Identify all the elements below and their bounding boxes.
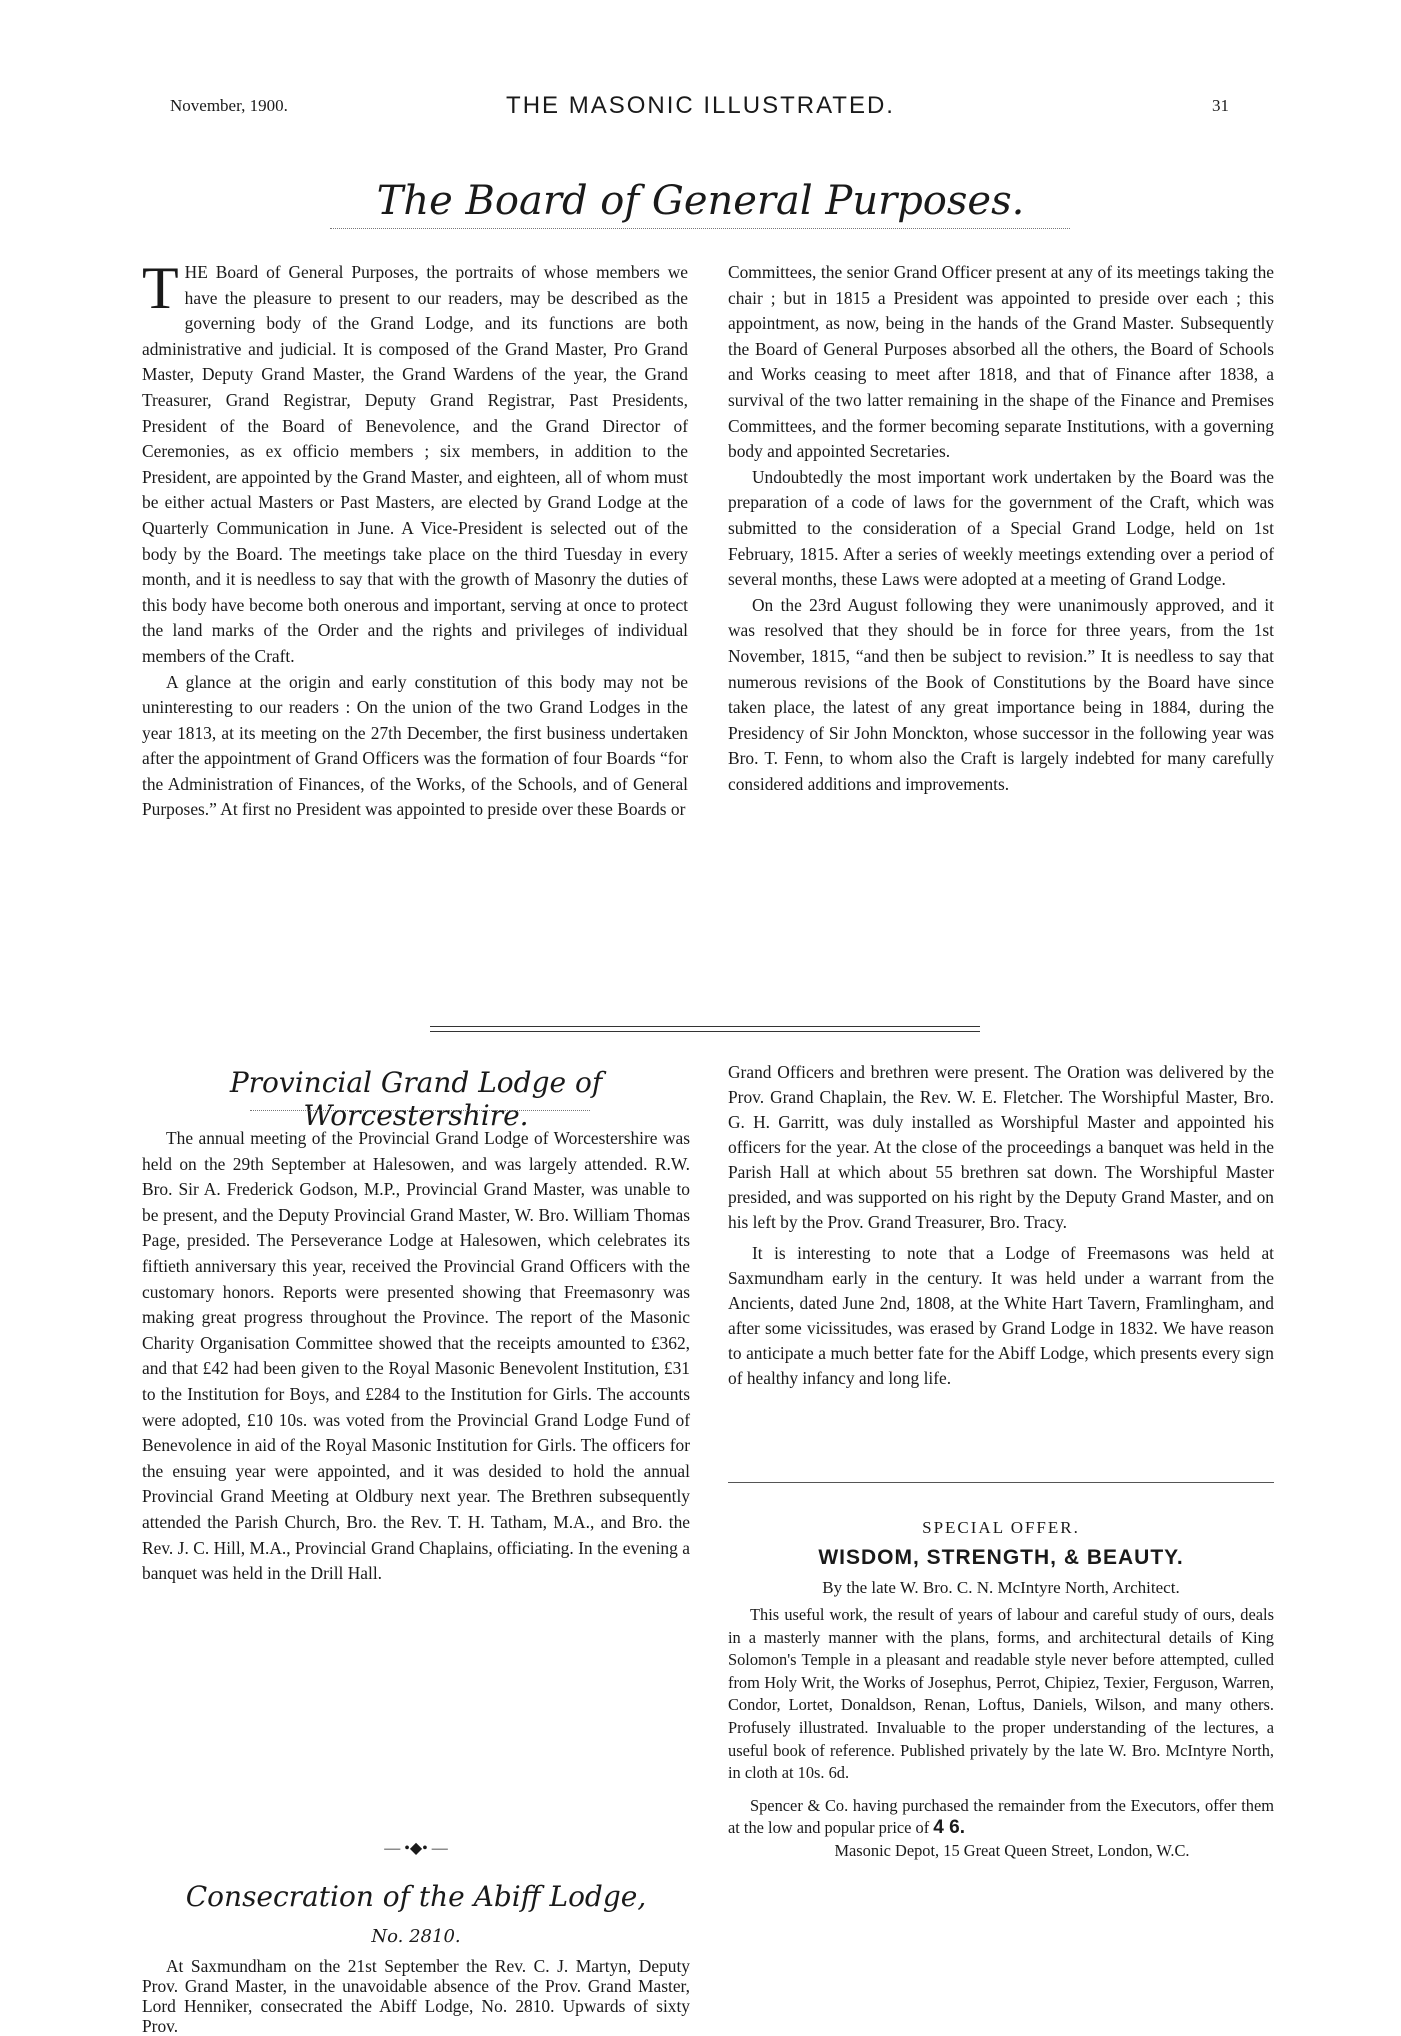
title-underline [330,228,1070,229]
offer-label: SPECIAL OFFER. [922,1518,1080,1537]
article-title-abiff: Consecration of the Abiff Lodge, [185,1880,647,1913]
offer-description [728,1604,1274,1863]
board-paragraph-5: On the 23rd August following they were unanimously approved, and it was resolved that they should be in force for three years, from the 1st November, 1815, “and then be subject to revision.” It is needless to say that numerous revisions of the Book of Constitutions by the Board have since taken place, the latest of any great importance being in 1884, during the Presidency of Sir John Monckton, whose successor in the following year was Bro. T. Fenn, to whom also the Craft is largely indebted for many carefully considered additions and improvements. [728,594,1274,794]
page-number: 31 [1212,96,1229,115]
publication-title: THE MASONIC ILLUSTRATED. [506,92,895,119]
offer-book-title: WISDOM, STRENGTH, & BEAUTY. [818,1546,1184,1569]
abiff-column-cont [728,1060,1274,1391]
offer-address: Masonic Depot, 15 Great Queen Street, London, W.C. [834,1840,1190,1860]
article-title-worcestershire: Provincial Grand Lodge of Worcestershire. [229,1066,603,1132]
issue-date: November, 1900. [170,96,288,115]
abiff-paragraph-1: At Saxmundham on the 21st September the Rev. C. J. Martyn, Deputy Prov. Grand Master, in the unavoidable absence of the Prov. Grand Master, Lord Henniker, consecrated the Abiff Lodge, No. 2810. Upwards of sixty Prov. [142,1956,690,2036]
offer-divider [728,1482,1274,1483]
offer-paragraph: This useful work, the result of years of labour and careful study of ours, deals in a masterly manner with the plans, forms, and architectural details of King Solomon's Temple in a pleasant and readable style never before attempted, culled from Holy Writ, the Works of Josephus, Perrot, Chipiez, Texier, Ferguson, Warren, Condor, Lortet, Donaldson, Renan, Loftus, Daniels, Wilson, and many others. Profusely illustrated. Invaluable to the proper understanding of the lectures, a useful book of reference. Published privately by the late W. Bro. McIntyre North, in cloth at 10s. 6d. [728,1605,1274,1783]
offer-price: 4 6. [933,1817,965,1839]
worcester-column [142,1126,690,1587]
abiff-column-start [142,1956,690,2036]
abiff-lodge-number: No. 2810. [371,1926,461,1947]
article-title-board: The Board of General Purposes. [376,178,1025,224]
board-paragraph-3: Committees, the senior Grand Officer present at any of its meetings taking the chair ; but in 1815 a President was appointed to preside over each ; this appointment, as now, being in the hands of the Grand Master. Subsequently the Board of General Purposes absorbed all the others, the Board of Schools and Works ceasing to meet after 1818, and that of Finance after 1838, a survival of the two latter remaining in the shape of the Finance and Premises Committees, and the former becoming separate Institutions, with a governing body and appointed Secretaries. [728,262,1274,462]
worcester-paragraph: The annual meeting of the Provincial Grand Lodge of Worcestershire was held on the 29th September at Halesowen, and was largely attended. R.W. Bro. Sir A. Frederick Godson, M.P., Provincial Grand Master, was unable to be present, and the Deputy Provincial Grand Master, W. Bro. William Thomas Page, presided. The Perseverance Lodge at Halesowen, which celebrates its fiftieth anniversary this year, received the Provincial Grand Officers with the customary honors. Reports were presented showing that Freemasonry was making great progress throughout the Province. The report of the Masonic Charity Organisation Committee showed that the receipts amounted to £362, and that £42 had been given to the Royal Masonic Benevolent Institution, £31 to the Institution for Boys, and £284 to the Institution for Girls. The accounts were adopted, £10 10s. was voted from the Provincial Grand Lodge Fund of Benevolence in aid of the Royal Masonic Institution for Girls. The officers for the ensuing year were appointed, and it was desided to hold the annual Provincial Grand Meeting at Oldbury next year. The Brethren subsequently attended the Parish Church, Bro. the Rev. T. H. Tatham, M.A., and Bro. the Rev. J. C. Hill, M.A., Provincial Grand Chaplains, officiating. In the evening a banquet was held in the Drill Hall. [142,1128,690,1584]
board-column-1 [142,255,688,823]
offer-sale-text: Spencer & Co. having purchased the remainder from the Executors, offer them at the low and popular price of 4 6. [728,1795,1274,1839]
board-paragraph-2: A glance at the origin and early constitution of this body may not be uninteresting to our readers : On the union of the two Grand Lodges in the year 1813, at its meeting on the 27th December, the first business undertaken after the appointment of Grand Officers was the formation of four Boards “for the Administration of Finances, of the Works, of the Schools, and of General Purposes.” At first no President was appointed to preside over these Boards or [142,671,688,820]
board-column-2 [728,260,1274,797]
board-paragraph-4: Undoubtedly the most important work undertaken by the Board was the preparation of a code of laws for the government of the Craft, which was submitted to the consideration of a Special Grand Lodge, held on 1st February, 1815. After a series of weekly meetings extending over a period of several months, these Laws were adopted at a meeting of Grand Lodge. [728,466,1274,590]
abiff-paragraph-3: It is interesting to note that a Lodge of Freemasons was held at Saxmundham early in the century. It was held under a warrant from the Ancients, dated June 2nd, 1808, at the White Hart Tavern, Framlingham, and after some vicissitudes, was erased by Grand Lodge in 1832. We have reason to anticipate a much better fate for the Abiff Lodge, which presents every sign of healthy infancy and long life. [728,1243,1274,1388]
ornament-divider: — •◆• — [384,1840,448,1857]
running-header [0,92,1401,122]
board-paragraph-1: THE Board of General Purposes, the portraits of whose members we have the pleasure to present to our readers, may be described as the governing body of the Grand Lodge, and its functions are both administrative and judicial. It is composed of the Grand Master, Pro Grand Master, Deputy Grand Master, the Grand Wardens of the year, the Grand Treasurer, Grand Registrar, Deputy Grand Registrar, Past Presidents, President of the Board of Benevolence, and the Grand Director of Ceremonies, as ex officio members ; six members, in addition to the President, are appointed by the Grand Master, and eighteen, all of whom must be either actual Masters or Past Masters, are elected by Grand Lodge at the Quarterly Communication in June. A Vice-President is selected out of the body by the Board. The meetings take place on the third Tuesday in every month, and it is needless to say that with the growth of Masonry the duties of this body have become both onerous and important, serving at once to protect the land marks of the Order and the rights and privileges of individual members of the Craft. [142,255,688,666]
section-divider [430,1026,980,1032]
drop-cap: T [142,255,179,321]
abiff-paragraph-2: Grand Officers and brethren were present. The Oration was delivered by the Prov. Grand Chaplain, the Rev. W. E. Fletcher. The Worshipful Master, Bro. G. H. Garritt, was duly installed as Worshipful Master and appointed his officers for the year. At the close of the proceedings a banquet was held in the Parish Hall at which about 55 brethren sat down. The Worshipful Master presided, and was supported on his right by the Deputy Grand Master, and on his left by the Prov. Grand Treasurer, Bro. Tracy. [728,1062,1274,1232]
worcester-title-underline [250,1110,590,1111]
offer-byline: By the late W. Bro. C. N. McIntyre North, Architect. [822,1578,1180,1597]
